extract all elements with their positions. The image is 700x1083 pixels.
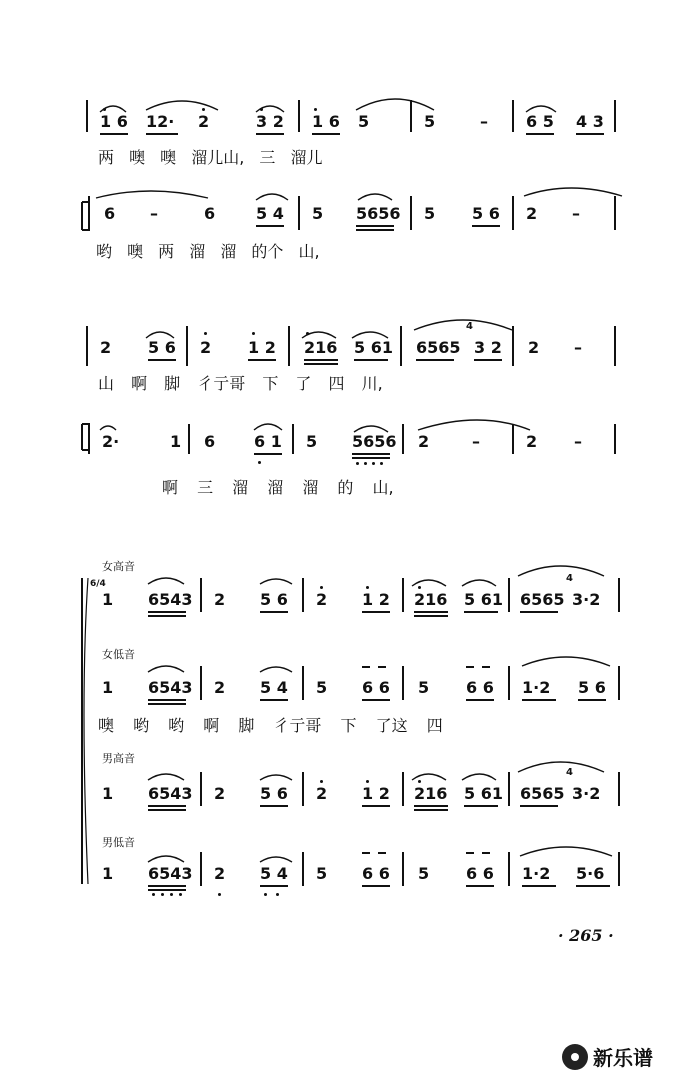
note-v4-4: 5 4 xyxy=(260,864,288,883)
note-s3-4: 1 2 xyxy=(248,338,276,357)
note-v1-3: 2 xyxy=(214,590,226,609)
note-v1-7: 216 xyxy=(414,590,448,609)
note-s1-7: 5 xyxy=(424,112,436,131)
note-s1-1: 1 6 xyxy=(100,112,128,131)
note-v4-7: 5 xyxy=(418,864,430,883)
note-v4-8: 6 6 xyxy=(466,864,494,883)
note-s3-7: 6565 xyxy=(416,338,461,357)
note-s2-10: – xyxy=(572,204,580,223)
watermark-text: 新乐谱 xyxy=(593,1046,653,1070)
note-s4-5: 5 xyxy=(306,432,318,451)
note-s3-8: 4 xyxy=(466,321,473,332)
note-v2-3: 2 xyxy=(214,678,226,697)
note-v3-5: 2 xyxy=(316,784,328,803)
note-s2-1: 6 xyxy=(104,204,116,223)
note-s1-4: 3 2 xyxy=(256,112,284,131)
note-v3-1: 1 xyxy=(102,784,114,803)
note-v4-9: 1·2 xyxy=(522,864,551,883)
watermark-logo xyxy=(562,1042,653,1071)
note-s4-10: – xyxy=(574,432,582,451)
note-v2-8: 6 6 xyxy=(466,678,494,697)
note-s1-2: 12· xyxy=(146,112,175,131)
time-signature: 6/4 xyxy=(90,579,106,589)
note-s1-10: 4 3 xyxy=(576,112,604,131)
note-v4-5: 5 xyxy=(316,864,328,883)
note-s4-3: 6 xyxy=(204,432,216,451)
voice-label: 男高音 xyxy=(102,752,135,765)
voice-label: 女低音 xyxy=(102,648,135,661)
note-s2-7: 5 xyxy=(424,204,436,223)
note-s1-8: – xyxy=(480,112,488,131)
note-v2-4: 5 4 xyxy=(260,678,288,697)
lyrics-s1: 两 噢 噢 溜儿山, 三 溜儿 xyxy=(98,148,323,167)
note-s3-10: 2 xyxy=(528,338,540,357)
record-icon xyxy=(562,1044,588,1070)
note-v3-10: 4 xyxy=(566,767,573,778)
note-v1-8: 5 61 xyxy=(464,590,503,609)
note-v2-6: 6 6 xyxy=(362,678,390,697)
choir-lyrics: 噢 哟 哟 啊 脚 彳亍哥 下 了这 四 xyxy=(98,716,443,735)
note-s1-9: 6 5 xyxy=(526,112,554,131)
note-v3-2: 6543 xyxy=(148,784,193,803)
note-v1-9: 6565 xyxy=(520,590,565,609)
note-v4-2: 6543 xyxy=(148,864,193,883)
note-s3-1: 2 xyxy=(100,338,112,357)
note-s2-4: 5 4 xyxy=(256,204,284,223)
page-number: · 265 · xyxy=(558,926,614,945)
note-v1-5: 2 xyxy=(316,590,328,609)
note-s2-5: 5 xyxy=(312,204,324,223)
note-v3-6: 1 2 xyxy=(362,784,390,803)
lyrics-s3: 山 啊 脚 彳亍哥 下 了 四 川, xyxy=(98,374,383,393)
voice-label: 女高音 xyxy=(102,560,135,573)
note-s1-5: 1 6 xyxy=(312,112,340,131)
note-v1-2: 6543 xyxy=(148,590,193,609)
note-v4-3: 2 xyxy=(214,864,226,883)
note-v4-6: 6 6 xyxy=(362,864,390,883)
note-s3-6: 5 61 xyxy=(354,338,393,357)
note-s3-2: 5 6 xyxy=(148,338,176,357)
note-s2-8: 5 6 xyxy=(472,204,500,223)
note-s2-9: 2 xyxy=(526,204,538,223)
note-s4-4: 6 1 xyxy=(254,432,282,451)
note-s3-11: – xyxy=(574,338,582,357)
note-s3-9: 3 2 xyxy=(474,338,502,357)
note-s4-2: 1 xyxy=(170,432,182,451)
note-v2-10: 5 6 xyxy=(578,678,606,697)
note-v1-10: 4 xyxy=(566,573,573,584)
note-s1-3: 2 xyxy=(198,112,210,131)
note-v3-9: 6565 xyxy=(520,784,565,803)
note-v2-2: 6543 xyxy=(148,678,193,697)
note-v2-5: 5 xyxy=(316,678,328,697)
note-v1-4: 5 6 xyxy=(260,590,288,609)
note-s4-9: 2 xyxy=(526,432,538,451)
note-v2-9: 1·2 xyxy=(522,678,551,697)
note-s3-5: 216 xyxy=(304,338,338,357)
note-v4-10: 5·6 xyxy=(576,864,605,883)
note-s3-3: 2 xyxy=(200,338,212,357)
note-v4-1: 1 xyxy=(102,864,114,883)
voice-label: 男低音 xyxy=(102,836,135,849)
note-s1-6: 5 xyxy=(358,112,370,131)
lyrics-s2: 哟 噢 两 溜 溜 的个 山, xyxy=(96,242,320,261)
note-v3-7: 216 xyxy=(414,784,448,803)
note-v1-11: 3·2 xyxy=(572,590,601,609)
note-v1-6: 1 2 xyxy=(362,590,390,609)
note-s2-3: 6 xyxy=(204,204,216,223)
note-v2-7: 5 xyxy=(418,678,430,697)
note-s4-1: 2· xyxy=(102,432,120,451)
note-v3-8: 5 61 xyxy=(464,784,503,803)
note-v1-1: 1 xyxy=(102,590,114,609)
note-v3-11: 3·2 xyxy=(572,784,601,803)
note-v2-1: 1 xyxy=(102,678,114,697)
note-v3-3: 2 xyxy=(214,784,226,803)
note-s4-7: 2 xyxy=(418,432,430,451)
note-s2-6: 5656 xyxy=(356,204,401,223)
note-s2-2: – xyxy=(150,204,158,223)
note-s4-8: – xyxy=(472,432,480,451)
note-s4-6: 5656 xyxy=(352,432,397,451)
lyrics-s4: 啊 三 溜 溜 溜 的 山, xyxy=(162,478,394,497)
note-v3-4: 5 6 xyxy=(260,784,288,803)
